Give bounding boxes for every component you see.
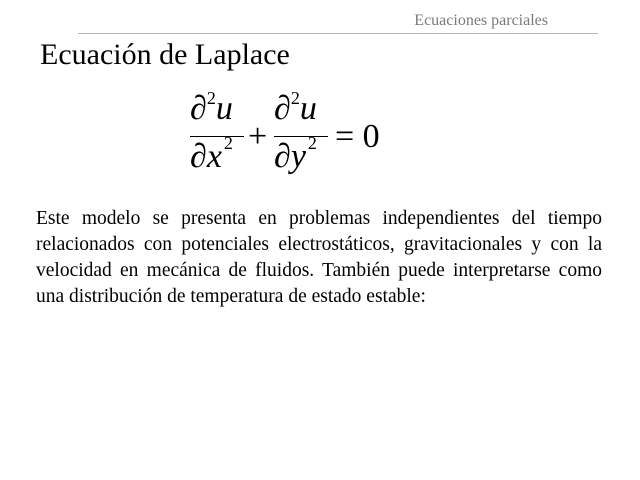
slide-title: Ecuación de Laplace	[40, 38, 290, 71]
plus-sign: +	[248, 118, 268, 155]
header-divider	[78, 33, 598, 34]
denominator: ∂y $^2$	[274, 133, 317, 175]
numerator: ∂$^2$u	[274, 88, 317, 127]
fraction-bar	[190, 136, 244, 137]
denominator: ∂x $^2$	[190, 133, 233, 175]
body-paragraph: Este modelo se presenta en problemas independientes del tiempo relacionados con potenciales electrostáticos, gravitacionales y con la velocidad en mecánica de fluidos. También puede interpretarse como una distribución de temperatura de estado estable:	[36, 208, 602, 307]
section-label: Ecuaciones parciales	[414, 12, 548, 29]
numerator: ∂$^2$u	[190, 88, 233, 127]
laplace-equation	[190, 88, 390, 184]
fraction-bar	[274, 136, 328, 137]
equals-zero: = 0	[335, 118, 380, 155]
